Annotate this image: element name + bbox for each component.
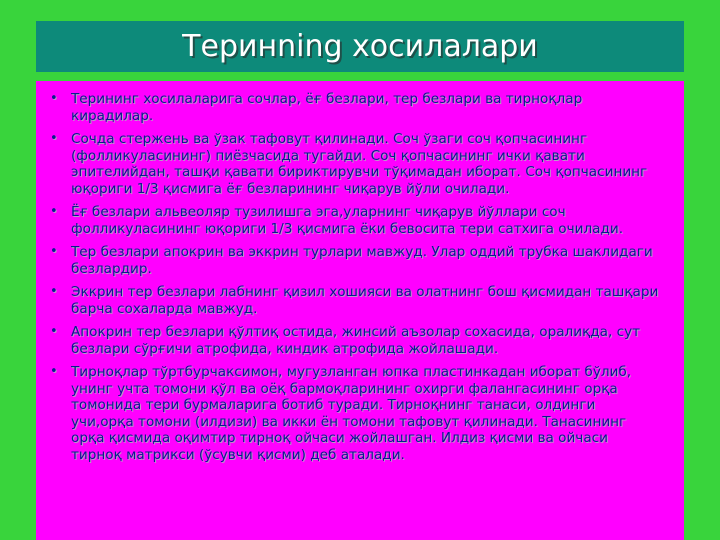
bullet-item: • Апокрин тер безлари қўлтиқ остида, жинсий аъзолар сохасида, оралиқда, сут безлари сўрғичи атрофида, киндик атрофида жойлашади. [50, 324, 641, 357]
title-bar [36, 21, 684, 72]
content-box [36, 81, 684, 540]
bullet-item: • Тер безлари апокрин ва эккрин турлари мавжуд. Улар оддий трубка шаклидаги безлардир. [50, 244, 653, 277]
bullet-dot-icon: • [50, 324, 58, 339]
bullet-dot-icon: • [50, 204, 58, 219]
bullet-dot-icon: • [50, 244, 58, 259]
bullet-item: • Ёғ безлари альвеоляр тузилишга эга,уларнинг чиқарув йўллари соч фолликуласининг юқориги 1/3 қисмига ёки бевосита тери сатхига очилади. [50, 204, 624, 237]
bullet-dot-icon: • [50, 91, 58, 106]
bullet-item: • Эккрин тер безлари лабнинг қизил хошияси ва олатнинг бош қисмидан ташқари барча сохаларда мавжуд. [50, 284, 659, 317]
bullet-item: • Сочда стержень ва ўзак тафовут қилинади. Соч ўзаги соч қопчасининг (фолликуласининг) пиёзчасида тугайди. Соч қопчасининг ички қавати эпителийдан, ташқи қавати бириктирувчи тўқимадан иборат. Соч қопчасининг юқориги 1/3 қисмига ёғ безларининг чиқарув йўли очилади. [50, 131, 648, 197]
bullet-dot-icon: • [50, 131, 58, 146]
slide-title: Теринning хосилалари [182, 29, 538, 64]
bullet-dot-icon: • [50, 284, 58, 299]
bullet-dot-icon: • [50, 364, 58, 379]
bullet-item: • Терининг хосилаларига сочлар, ёғ безлари, тер безлари ва тирноқлар кирадилар. [50, 91, 583, 124]
bullet-item: • Тирноқлар тўртбурчаксимон, мугузланган юпка пластинкадан иборат бўлиб, унинг учта томони қўл ва оёқ бармоқларининг охирги фалангасининг орқа томонида тери бурмаларига ботиб туради. Тирноқнинг танаси, олдинги учи,орқа томони (илдизи) ва икки ён томони тафовут қилинади. Танасининг орқа қисмида оқимтир тирноқ ойчаси жойлашган. Илдиз қисми ва ойчаси тирноқ матрикси (ўсувчи қисми) деб аталади. [50, 364, 632, 463]
bullet-list [36, 81, 684, 463]
